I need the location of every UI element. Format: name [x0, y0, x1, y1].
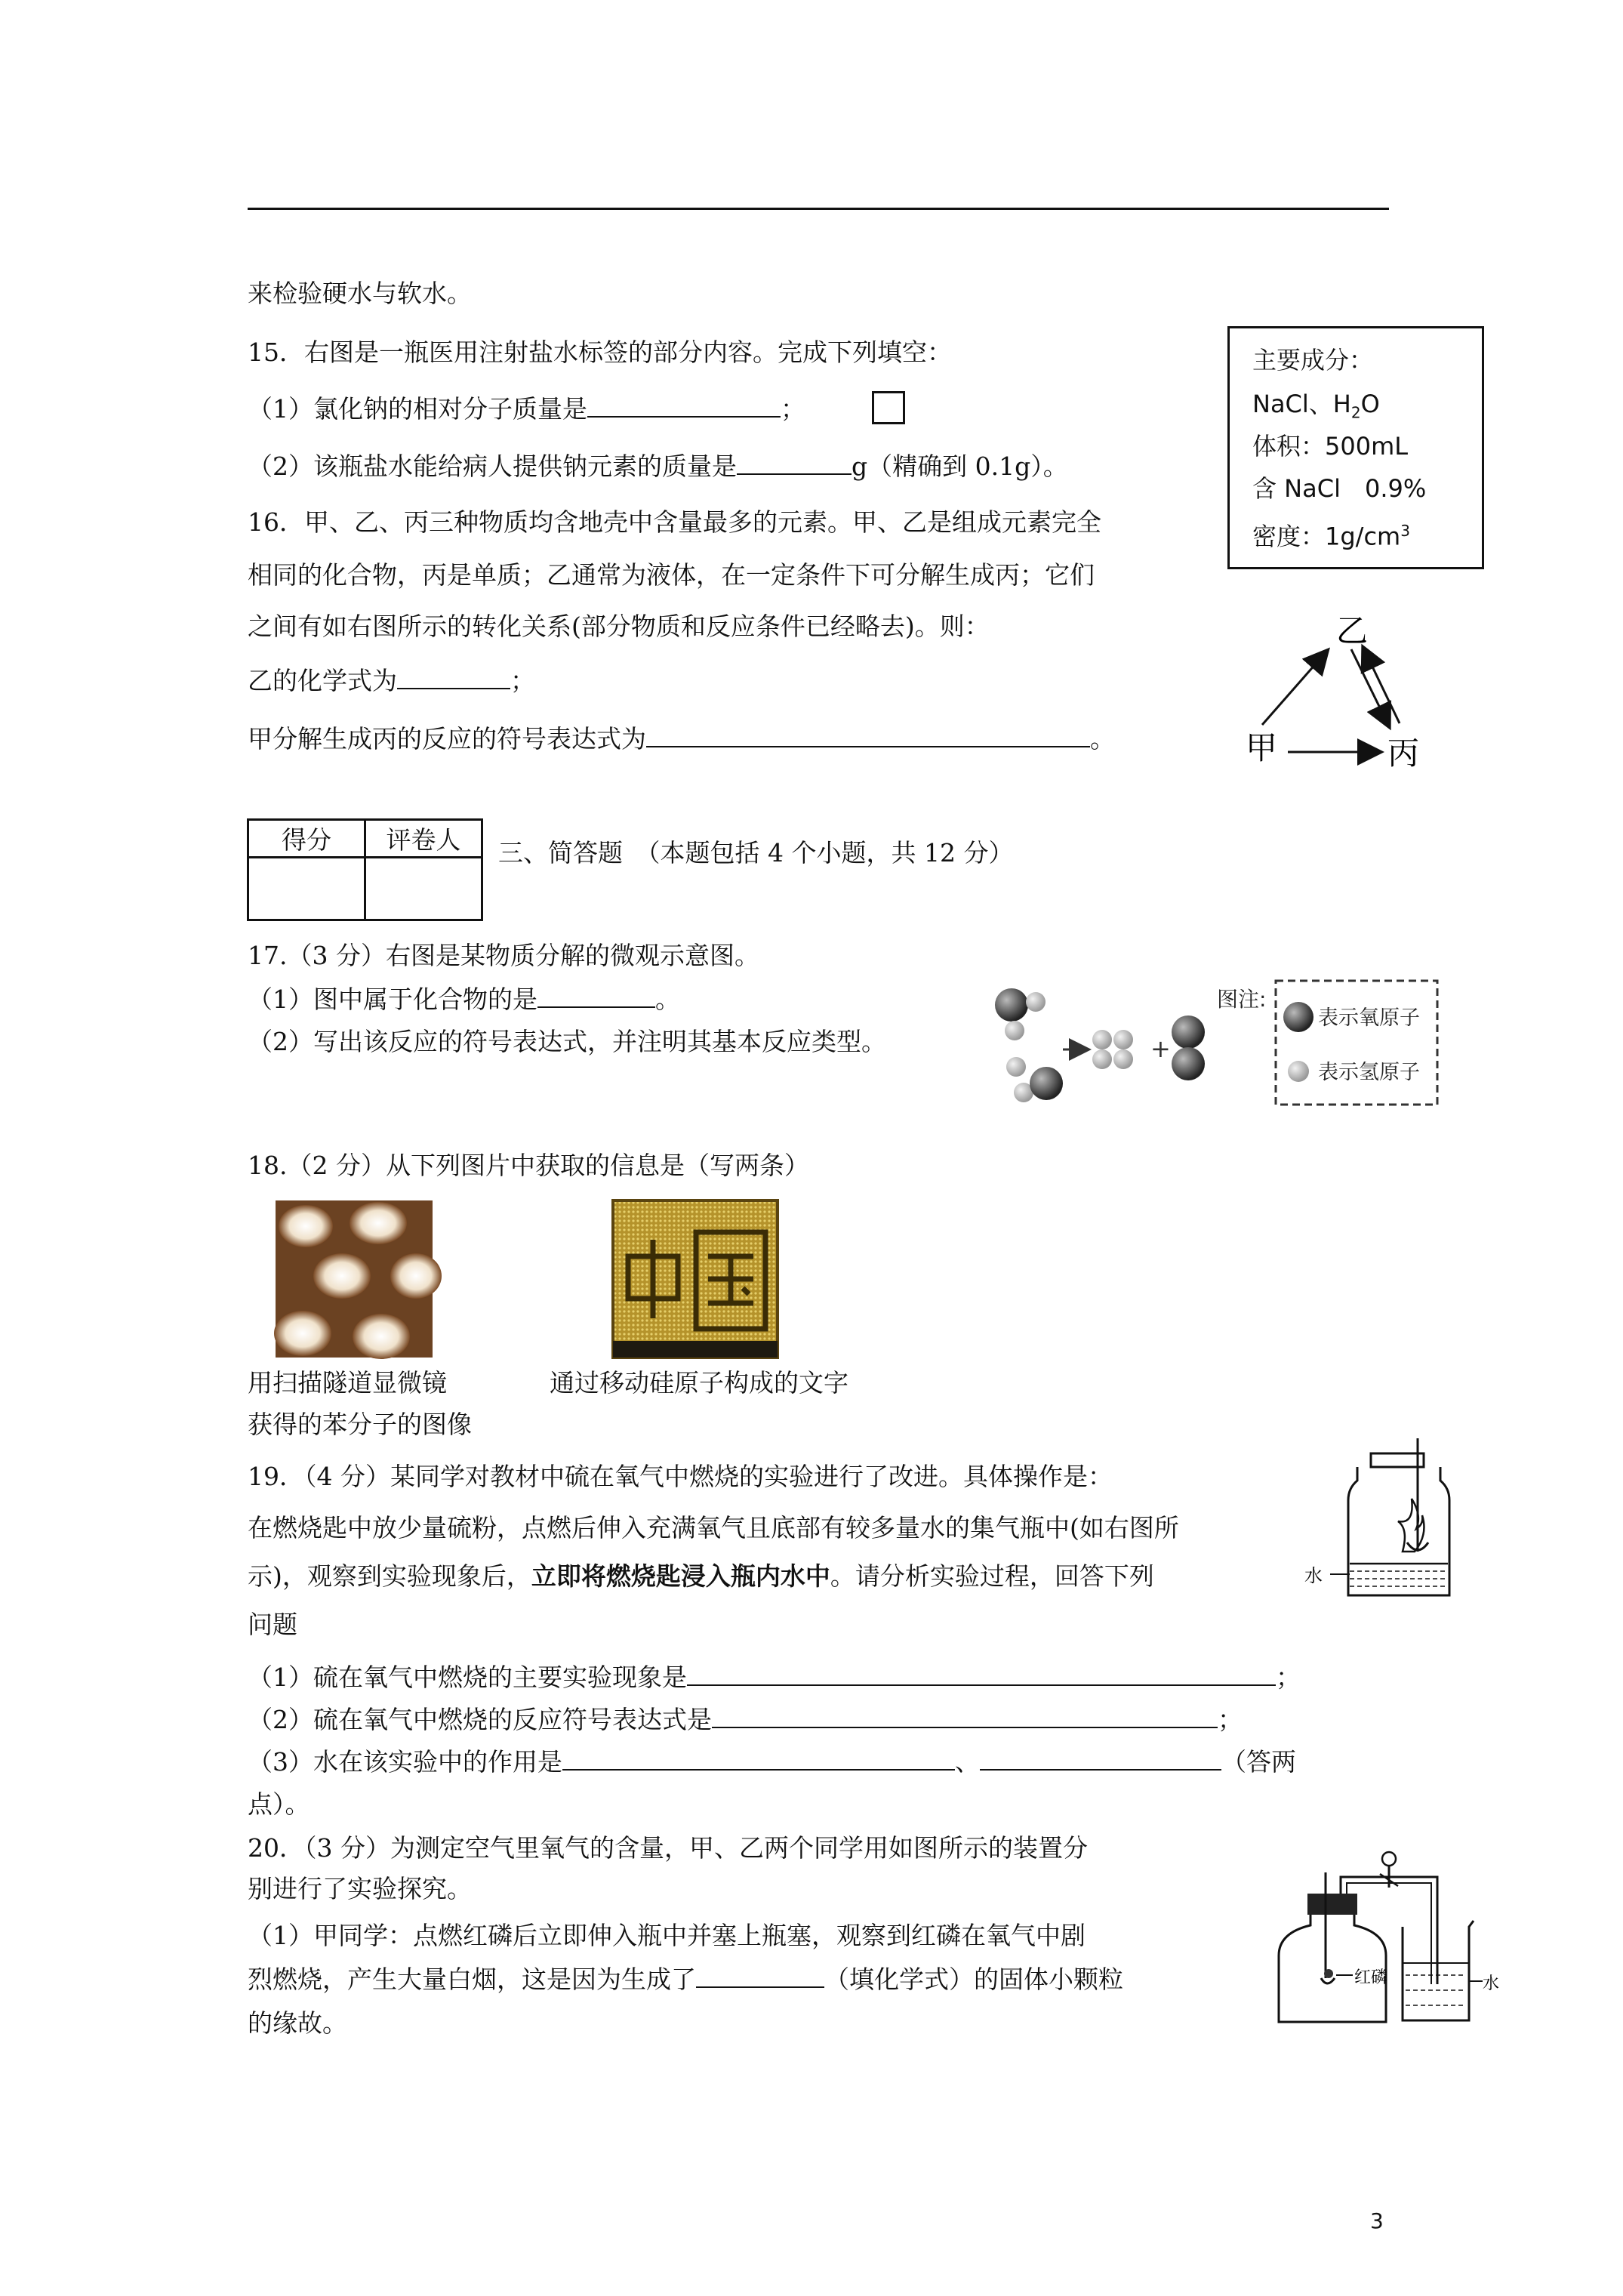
- legend-box: [1276, 981, 1437, 1105]
- legend-h-atom: [1288, 1061, 1309, 1082]
- o-atom: [995, 988, 1028, 1022]
- q15-part1-blank[interactable]: [587, 393, 781, 418]
- label-composition-sub: 2: [1350, 403, 1361, 422]
- q16-line5-end: 。: [1090, 724, 1115, 754]
- q19-part1: [248, 1661, 1301, 1694]
- q15-part1-text: （1）氯化钠的相对分子质量是: [248, 394, 587, 424]
- header-rule: [248, 208, 1389, 210]
- h-atom: [1005, 1021, 1024, 1040]
- legend-title: 图注:: [1217, 987, 1267, 1012]
- q20-line3: （1）甲同学：点燃红磷后立即伸入瓶中并塞上瓶塞，观察到红磷在氧气中剧: [248, 1921, 1086, 1950]
- q16-line4-end: ；: [510, 666, 535, 695]
- q19-line3-c: 。请分析实验过程，回答下列: [830, 1561, 1154, 1591]
- legend-o-atom: [1283, 1002, 1313, 1032]
- q17-part1-end: 。: [655, 985, 680, 1014]
- gas-jar-diagram: [1304, 1438, 1455, 1604]
- oxygen-measure-apparatus: [1268, 1842, 1500, 2031]
- q20-line4: [248, 1963, 1123, 1996]
- q16-line4: [248, 664, 535, 698]
- q17-part1: [248, 983, 680, 1016]
- q16-formula-blank[interactable]: [397, 665, 510, 689]
- saline-label-box: [1227, 326, 1484, 569]
- q20-line5: 的缘故。: [248, 2008, 347, 2038]
- q15-part1-end: ；: [781, 394, 805, 424]
- q15-part2-end: g（精确到 0.1g）。: [852, 451, 1068, 481]
- q19-part3-sep: 、: [955, 1747, 980, 1777]
- o-atom: [1030, 1067, 1063, 1100]
- q20-line4-text: 烈燃烧，产生大量白烟，这是因为生成了: [248, 1965, 696, 1994]
- clamp-handle: [1382, 1852, 1396, 1866]
- q19-line3: [248, 1560, 1154, 1593]
- grader-col: 评卷人: [365, 820, 482, 858]
- benzene-stm-image: [276, 1200, 433, 1358]
- h-atom: [1026, 992, 1046, 1012]
- label-density: [1252, 516, 1410, 552]
- grader-cell[interactable]: [365, 858, 482, 920]
- h-atom: [1092, 1049, 1112, 1069]
- q17-stem: 17.（3 分）右图是某物质分解的微观示意图。: [248, 941, 759, 970]
- score-cell[interactable]: [248, 858, 365, 920]
- label-composition-b: O: [1360, 390, 1380, 418]
- q19-part3-end: （答两: [1221, 1747, 1296, 1777]
- o-atom: [1172, 1047, 1205, 1080]
- phosphorus-spoon: [1321, 1978, 1335, 1983]
- score-table: [247, 818, 483, 921]
- q15-stem: 15．右图是一瓶医用注射盐水标签的部分内容。完成下列填空：: [248, 337, 952, 367]
- q15-part2: [248, 450, 1068, 483]
- q16-equation-blank[interactable]: [646, 723, 1090, 747]
- label-composition-a: NaCl、H: [1252, 390, 1351, 418]
- q16-line2: 相同的化合物，丙是单质；乙通常为液体，在一定条件下可分解生成丙；它们: [248, 560, 1095, 590]
- q16-line1: 16．甲、乙、丙三种物质均含地壳中含量最多的元素。甲、乙是组成元素完全: [248, 507, 1101, 537]
- page-number: 3: [1370, 2208, 1384, 2233]
- silicon-atom-text-image: [613, 1200, 778, 1358]
- q19-part2-text: （2）硫在氧气中燃烧的反应符号表达式是: [248, 1705, 712, 1734]
- q16-line5-text: 甲分解生成丙的反应的符号表达式为: [248, 724, 646, 754]
- arrow-jia-yi: [1262, 651, 1327, 725]
- legend-h-label: 表示氢原子: [1318, 1061, 1420, 1084]
- q19-line4: 问题: [248, 1610, 297, 1639]
- q15-part1: [248, 393, 805, 426]
- q19-part1-text: （1）硫在氧气中燃烧的主要实验现象是: [248, 1663, 687, 1692]
- micro-reaction-diagram: [981, 970, 1449, 1121]
- q16-line3: 之间有如右图所示的转化关系(部分物质和反应条件已经略去)。则：: [248, 612, 990, 641]
- q19-role-blank-2[interactable]: [980, 1746, 1221, 1771]
- jar-lid: [1371, 1453, 1424, 1467]
- q19-phenomenon-blank[interactable]: [687, 1662, 1276, 1686]
- h-atom: [1113, 1030, 1133, 1049]
- flame: [1398, 1499, 1424, 1552]
- q16-line5: [248, 723, 1115, 756]
- q19-part2-end: ；: [1218, 1705, 1243, 1734]
- q17-part2: （2）写出该反应的符号表达式，并注明其基本反应类型。: [248, 1027, 886, 1056]
- label-title: 主要成分：: [1252, 346, 1374, 374]
- red-phosphorus: [1324, 1969, 1333, 1978]
- section-3-heading: 三、简答题 （本题包括 4 个小题，共 12 分）: [498, 838, 1014, 868]
- q15-part2-blank[interactable]: [737, 451, 852, 475]
- o-atom: [1172, 1015, 1205, 1049]
- h-atom: [1006, 1057, 1026, 1077]
- q18-stem: 18.（2 分）从下列图片中获取的信息是（写两条）: [248, 1151, 809, 1180]
- image1-caption-line1: 用扫描隧道显微镜: [248, 1368, 447, 1398]
- image2-caption: 通过移动硅原子构成的文字: [550, 1368, 848, 1398]
- answer-checkbox[interactable]: [872, 391, 905, 424]
- intro-line: 来检验硬水与软水。: [248, 279, 472, 308]
- legend-o-label: 表示氧原子: [1318, 1006, 1420, 1030]
- water-label: 水: [1304, 1565, 1323, 1586]
- q19-line3-a: 示)，观察到实验现象后，: [248, 1561, 531, 1591]
- q17-compound-blank[interactable]: [537, 984, 655, 1008]
- q19-part3: [248, 1746, 1296, 1779]
- node-bing: 丙: [1387, 735, 1420, 772]
- label-composition: [1252, 389, 1380, 427]
- h-atom: [1113, 1049, 1133, 1069]
- node-yi: 乙: [1336, 612, 1369, 649]
- plus-sign: +: [1150, 1034, 1171, 1063]
- q19-part1-end: ；: [1276, 1663, 1301, 1692]
- q19-part3-tail: 点）。: [248, 1789, 310, 1819]
- q20-line1: 20．（3 分）为测定空气里氧气的含量，甲、乙两个同学用如图所示的装置分: [248, 1833, 1088, 1863]
- q19-role-blank-1[interactable]: [562, 1746, 955, 1771]
- q19-line1: 19．（4 分）某同学对教材中硫在氧气中燃烧的实验进行了改进。具体操作是：: [248, 1462, 1113, 1491]
- label-density-sup: 3: [1400, 522, 1410, 540]
- stopper: [1307, 1894, 1357, 1915]
- q20-line2: 别进行了实验探究。: [248, 1874, 472, 1903]
- q19-part3-text: （3）水在该实验中的作用是: [248, 1747, 562, 1777]
- label-volume: 体积：500mL: [1252, 432, 1409, 461]
- q19-equation-blank[interactable]: [712, 1704, 1218, 1728]
- node-jia: 甲: [1246, 729, 1278, 766]
- q15-part2-text: （2）该瓶盐水能给病人提供钠元素的质量是: [248, 451, 737, 481]
- q19-part2: [248, 1703, 1243, 1737]
- q19-line3-emphasis: 立即将燃烧匙浸入瓶内水中: [531, 1561, 830, 1591]
- h-atom: [1092, 1030, 1112, 1049]
- phosphorus-label: 红磷: [1354, 1968, 1388, 1987]
- label-density-a: 密度：1g/cm: [1252, 522, 1401, 551]
- transformation-diagram: [1238, 604, 1457, 778]
- label-nacl: 含 NaCl 0.9%: [1252, 474, 1427, 503]
- gas-jar: [1348, 1467, 1449, 1595]
- q20-line4-end: （填化学式）的固体小颗粒: [824, 1965, 1123, 1994]
- q19-line2: 在燃烧匙中放少量硫粉，点燃后伸入充满氧气且底部有较多量水的集气瓶中(如右图所: [248, 1513, 1179, 1542]
- beaker-water-label: 水: [1483, 1974, 1500, 1993]
- score-col: 得分: [248, 820, 365, 858]
- q20-formula-blank[interactable]: [696, 1964, 824, 1988]
- q17-part1-text: （1）图中属于化合物的是: [248, 985, 537, 1014]
- image1-caption-line2: 获得的苯分子的图像: [248, 1410, 472, 1439]
- q16-line4-text: 乙的化学式为: [248, 666, 397, 695]
